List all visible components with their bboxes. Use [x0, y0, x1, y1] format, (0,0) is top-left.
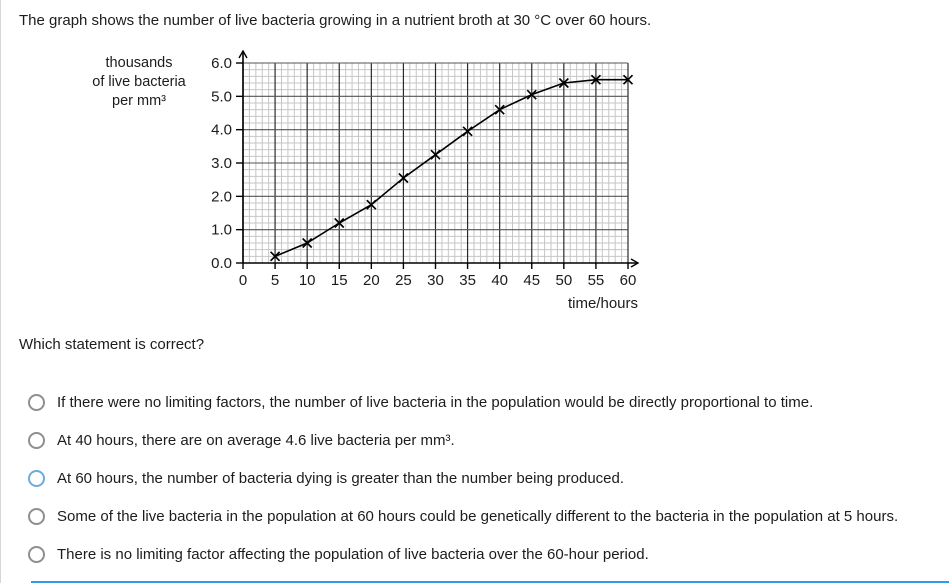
option-label: At 40 hours, there are on average 4.6 live bacteria per mm³.	[57, 432, 455, 449]
x-axis-label: time/hours	[567, 295, 638, 312]
svg-text:thousands: thousands	[105, 55, 173, 71]
answer-option-1[interactable]	[28, 392, 898, 413]
radio-button-icon[interactable]	[28, 546, 45, 563]
x-tick-label: 40	[491, 272, 509, 289]
y-tick-label: 3.0	[211, 155, 232, 172]
x-tick-label: 25	[395, 272, 412, 289]
x-tick-label: 35	[459, 272, 476, 289]
y-tick-label: 6.0	[211, 55, 232, 72]
radio-button-icon[interactable]	[28, 470, 45, 487]
y-tick-label: 2.0	[211, 188, 232, 206]
x-tick-label: 45	[523, 272, 541, 289]
y-tick-label: 5.0	[211, 88, 232, 106]
x-tick-label: 20	[362, 272, 380, 289]
x-tick-label: 30	[427, 272, 444, 289]
bacteria-growth-chart	[89, 45, 659, 323]
answer-option-4[interactable]	[28, 506, 898, 527]
answer-option-3[interactable]	[28, 468, 898, 489]
x-tick-label: 15	[330, 272, 348, 289]
svg-text:of live bacteria: of live bacteria	[92, 74, 186, 90]
option-label: If there were no limiting factors, the number of live bacteria in the population would be directly proportional to time.	[57, 394, 814, 411]
radio-button-icon[interactable]	[28, 508, 45, 525]
x-tick-label: 60	[619, 272, 637, 289]
x-tick-label: 10	[298, 272, 316, 289]
answer-options	[28, 392, 898, 565]
question-prompt: Which statement is correct?	[19, 336, 205, 353]
option-label: At 60 hours, the number of bacteria dying is greater than the number being produced.	[57, 470, 625, 487]
y-tick-label: 1.0	[211, 221, 232, 239]
x-tick-label: 50	[555, 272, 573, 289]
y-tick-label: 4.0	[211, 121, 232, 139]
radio-button-icon[interactable]	[28, 432, 45, 449]
y-tick-label: 0.0	[211, 255, 232, 272]
chart-svg	[89, 45, 659, 323]
x-tick-label: 0	[238, 272, 248, 289]
radio-button-icon[interactable]	[28, 394, 45, 411]
y-axis-label	[92, 55, 186, 109]
option-label: There is no limiting factor affecting the population of live bacteria over the 60-hour period.	[57, 546, 649, 563]
option-label: Some of the live bacteria in the population at 60 hours could be genetically different to the bacteria in the population at 5 hours.	[57, 508, 899, 525]
answer-option-5[interactable]	[28, 544, 898, 565]
question-intro-text: The graph shows the number of live bacteria growing in a nutrient broth at 30 °C over 60 hours.	[19, 12, 652, 29]
x-tick-label: 55	[587, 272, 605, 289]
svg-text:per mm³: per mm³	[112, 93, 166, 109]
x-tick-label: 5	[270, 272, 280, 289]
answer-option-2[interactable]	[28, 430, 898, 451]
